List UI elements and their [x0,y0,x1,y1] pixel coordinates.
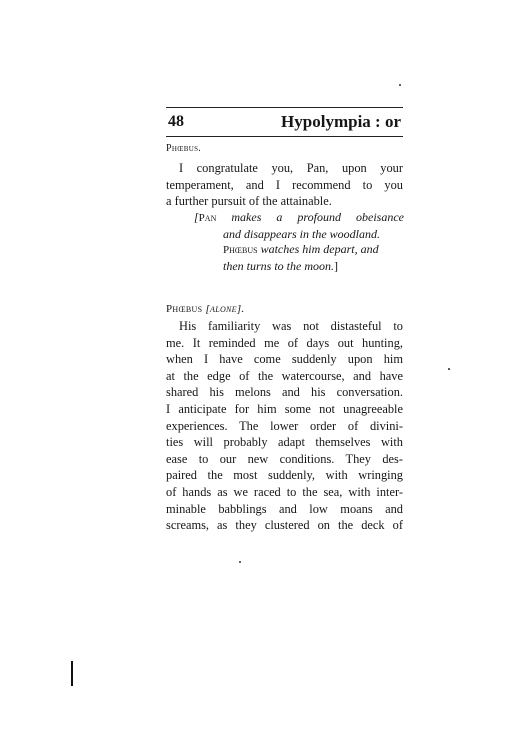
text-line: His familiarity was not distasteful to [179,319,403,333]
stage-direction-line: and disappears in the woodland. [223,226,381,241]
scan-speck [239,561,241,563]
stage-direction-text: then turns to the moon. [223,258,334,273]
text-line: of hands as we raced to the sea, with inter- [166,484,403,499]
text-line: shared his melons and his conversation. [166,385,403,400]
scan-edge-mark [71,661,73,686]
scan-speck [399,84,401,86]
text-line: me. It reminded me of days out hunting, [166,335,403,350]
page-number: 48 [168,113,184,130]
page-header [166,107,403,137]
speech-paragraph [166,318,403,534]
stage-direction-line [194,259,404,275]
speaker-note: [alone]. [205,303,245,315]
text-line: screams, as they clustered on the deck of [166,518,403,533]
character-name: Pan [198,212,217,224]
bracket: [ [194,210,199,224]
stage-direction [194,210,404,274]
text-line: a further pursuit of the attainable. [166,194,332,209]
text-line: I congratulate you, Pan, upon your [179,161,403,175]
text-line: ties will probably adapt themselves with [166,435,403,450]
text-line: ease to our new conditions. They des- [166,451,403,466]
stage-direction-text: makes a profound obeisance [231,210,405,224]
scan-speck [448,368,450,370]
speaker-heading [166,303,245,315]
text-line: I anticipate for him some not unagreeable [166,401,403,416]
text-line: when I have come suddenly upon him [166,352,403,367]
stage-direction-line [194,242,404,259]
stage-direction-text: watches him depart, and [260,242,379,256]
stage-direction-line [194,210,404,227]
character-name: Phœbus [223,244,258,256]
text-line: experiences. The lower order of divini- [166,418,403,433]
text-line: at the edge of the watercourse, and have [166,368,403,383]
bracket: ] [334,258,338,273]
speaker-name: Phœbus [166,303,203,315]
running-title: Hypolympia : or [281,112,401,131]
text-line: temperament, and I recommend to you [166,177,403,192]
text-line: minable babblings and low moans and [166,501,403,516]
text-line: paired the most suddenly, with wringing [166,468,403,483]
speech-paragraph [166,160,403,210]
speaker-name: Phœbus. [166,143,202,154]
